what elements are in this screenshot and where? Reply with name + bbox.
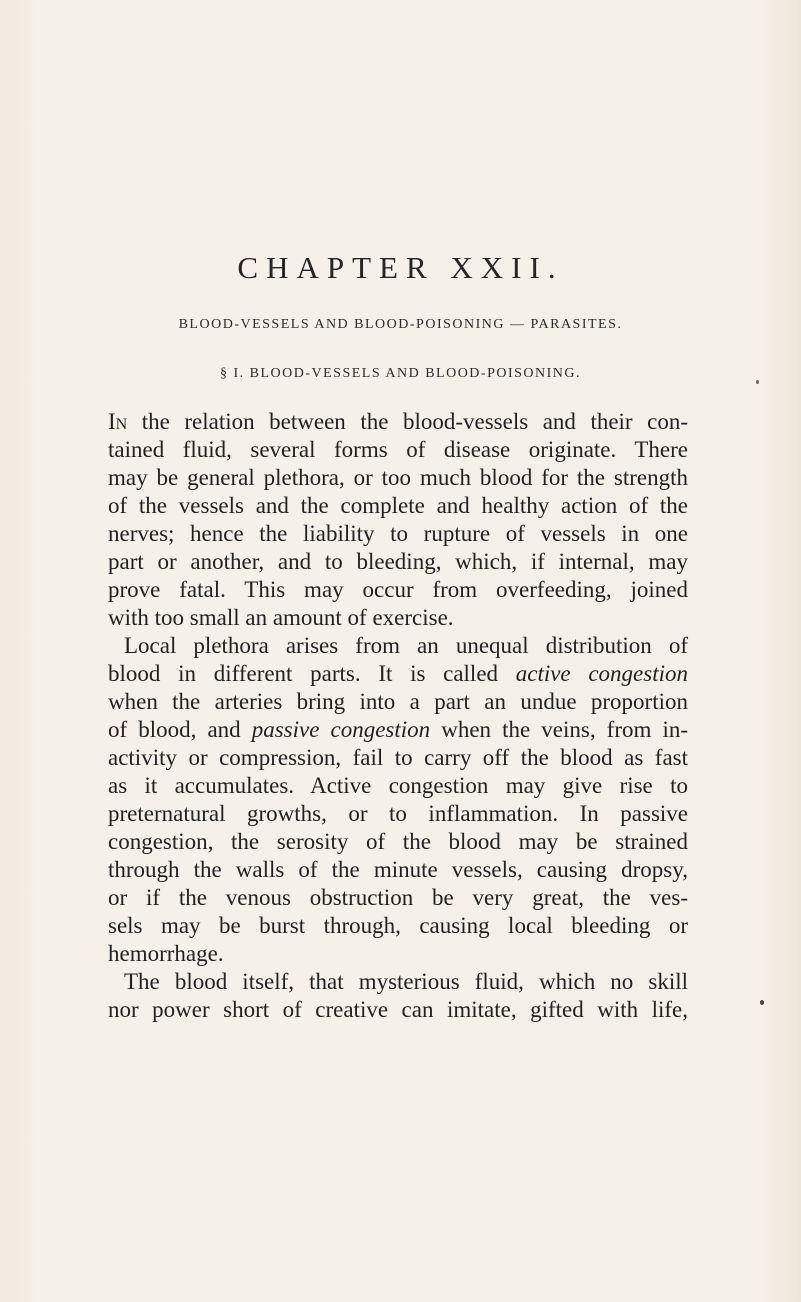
paragraph-1-line-7: prove fatal. This may occur from overfeeding, joined [108,577,688,602]
paragraph-1-line-6: part or another, and to bleeding, which, if internal, may [108,549,688,574]
paragraph-1-line-8: with too small an amount of exercise. [108,605,454,630]
emphasis-passive-congestion: passive congestion [251,717,431,742]
ink-speck [760,1000,764,1005]
section-heading: § I. BLOOD-VESSELS AND BLOOD-POISONING. [219,366,582,381]
ink-speck [756,380,759,384]
line-text: blood in different parts. It is called [108,661,516,686]
paragraph-1-line-4: of the vessels and the complete and healthy action of the [108,493,688,518]
line-text: the relation between the blood-vessels and their con- [127,409,688,434]
paragraph-1-line-1 [108,408,688,436]
paragraph-2-line-6: as it accumulates. Active congestion may give rise to [108,773,688,798]
paragraph-2-line-1: Local plethora arises from an unequal distribution of [124,633,688,658]
chapter-subtitle: BLOOD-VESSELS AND BLOOD-POISONING — PARASITES. [178,317,623,332]
emphasis-active-congestion: active congestion [515,661,688,686]
paragraph-3-line-1: The blood itself, that mysterious fluid, which no skill [124,969,688,994]
paragraph-1-line-3: may be general plethora, or too much blood for the strength [108,465,688,490]
paragraph-2-line-5: activity or compression, fail to carry off the blood as fast [108,745,688,770]
opening-word: In [108,409,128,434]
paragraph-2-line-7: preternatural growths, or to inflammation. In passive [108,801,688,826]
line-text: when the veins, from in- [430,717,689,742]
body-text [108,408,688,1024]
line-text: of blood, and [108,717,252,742]
paragraph-2-line-3: when the arteries bring into a part an undue proportion [108,689,688,714]
paragraph-2-line-11: sels may be burst through, causing local bleeding or [108,913,688,938]
paragraph-2-line-9: through the walls of the minute vessels, causing dropsy, [108,857,688,882]
chapter-title: CHAPTER XXII. [237,250,564,285]
paragraph-2-line-2 [108,660,688,688]
paragraph-1-line-5: nerves; hence the liability to rupture of vessels in one [108,521,688,546]
paragraph-2-line-12: hemorrhage. [108,941,224,966]
paragraph-2-line-10: or if the venous obstruction be very great, the ves- [108,885,688,910]
paragraph-2-line-8: congestion, the serosity of the blood may be strained [108,829,688,854]
paragraph-2-line-4 [108,716,688,744]
paragraph-1-line-2: tained fluid, several forms of disease originate. There [108,437,688,462]
paragraph-3-line-2: nor power short of creative can imitate, gifted with life, [108,997,688,1022]
